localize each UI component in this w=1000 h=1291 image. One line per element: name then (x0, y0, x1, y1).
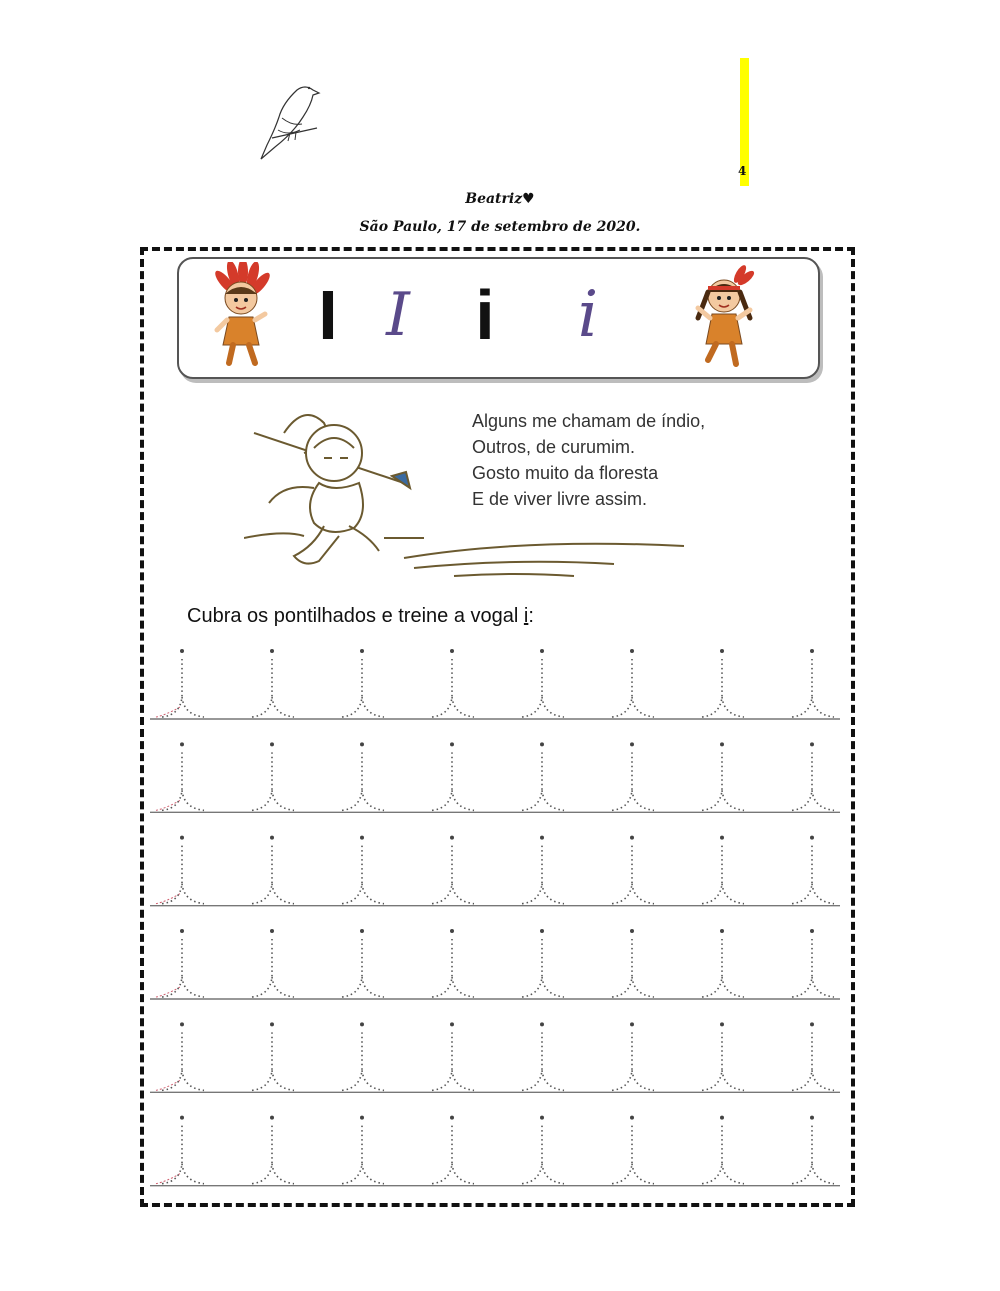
tracing-letter-i (702, 846, 744, 904)
tracing-row (150, 742, 840, 812)
tracing-letter-i (612, 846, 654, 904)
tracing-letter-i (792, 752, 834, 810)
letter-lower-print: i (475, 276, 495, 354)
start-stroke (156, 894, 180, 904)
tracing-dot (450, 742, 454, 746)
poem-line: Alguns me chamam de índio, (472, 411, 706, 431)
tracing-letter-i (522, 939, 564, 997)
tracing-dot (720, 929, 724, 933)
tracing-dot (810, 836, 814, 840)
tracing-row (150, 1022, 840, 1092)
tracing-letter-i (162, 846, 204, 904)
tracing-grid (150, 645, 845, 1205)
tracing-letter-i (792, 1126, 834, 1184)
start-stroke (156, 800, 180, 810)
tracing-dot (810, 742, 814, 746)
instruction-text: Cubra os pontilhados e treine a vogal (187, 605, 524, 627)
tracing-letter-i (792, 659, 834, 717)
tracing-dot (540, 649, 544, 653)
tracing-letter-i (612, 939, 654, 997)
tracing-letter-i (432, 659, 474, 717)
tracing-dot (450, 649, 454, 653)
tracing-dot (180, 649, 184, 653)
tracing-row (150, 1116, 840, 1186)
tracing-dot (270, 1022, 274, 1026)
tracing-dot (180, 742, 184, 746)
tracing-letter-i (432, 752, 474, 810)
tracing-row (150, 929, 840, 999)
tracing-dot (360, 836, 364, 840)
tracing-letter-i (342, 939, 384, 997)
tracing-letter-i (252, 1126, 294, 1184)
tracing-dot (360, 1116, 364, 1120)
tracing-letter-i (702, 1126, 744, 1184)
tracing-letter-i (252, 1032, 294, 1090)
tracing-dot (540, 929, 544, 933)
tracing-letter-i (162, 752, 204, 810)
tracing-letter-i (792, 1032, 834, 1090)
tracing-letter-i (342, 659, 384, 717)
poem (472, 408, 705, 512)
tracing-dot (360, 1022, 364, 1026)
tracing-dot (630, 929, 634, 933)
tracing-letter-i (612, 659, 654, 717)
poem-line: E de viver livre assim. (472, 489, 648, 509)
tracing-dot (720, 1116, 724, 1120)
tracing-dot (360, 649, 364, 653)
tracing-letter-i (792, 846, 834, 904)
tracing-dot (450, 836, 454, 840)
tracing-letter-i (702, 939, 744, 997)
tracing-letter-i (522, 1126, 564, 1184)
tracing-letter-i (612, 1032, 654, 1090)
tracing-dot (180, 1022, 184, 1026)
tracing-letter-i (252, 939, 294, 997)
tracing-letter-i (162, 1126, 204, 1184)
instruction-suffix: : (528, 605, 534, 627)
tracing-letter-i (252, 659, 294, 717)
tracing-dot (540, 742, 544, 746)
tracing-dot (270, 836, 274, 840)
letter-upper-cursive: I (386, 280, 410, 350)
tracing-dot (180, 929, 184, 933)
tracing-dot (360, 742, 364, 746)
date-line: São Paulo, 17 de setembro de 2020. (359, 219, 641, 235)
poem-line: Outros, de curumim. (472, 437, 636, 457)
tracing-dot (450, 929, 454, 933)
tracing-dot (810, 929, 814, 933)
student-name: Beatriz♥ (465, 191, 535, 207)
tracing-dot (630, 836, 634, 840)
tracing-row (150, 836, 840, 906)
tracing-letter-i (792, 939, 834, 997)
indigenous-child-icon (205, 262, 275, 374)
tracing-dot (540, 1116, 544, 1120)
tracing-dot (630, 649, 634, 653)
tracing-letter-i (612, 1126, 654, 1184)
letter-upper-print: I (318, 276, 338, 354)
tracing-letter-i (612, 752, 654, 810)
tracing-letter-i (342, 846, 384, 904)
tracing-dot (630, 1022, 634, 1026)
poem-line: Gosto muito da floresta (472, 463, 659, 483)
tracing-dot (810, 649, 814, 653)
tracing-letter-i (432, 1032, 474, 1090)
tracing-letter-i (522, 752, 564, 810)
tracing-dot (720, 1022, 724, 1026)
tracing-letter-i (342, 752, 384, 810)
page-number: 4 (738, 164, 747, 178)
tracing-dot (630, 742, 634, 746)
tracing-dot (720, 742, 724, 746)
tracing-dot (720, 836, 724, 840)
tracing-letter-i (162, 1032, 204, 1090)
indigenous-child-icon (688, 262, 758, 374)
tracing-letter-i (252, 752, 294, 810)
tracing-letter-i (522, 1032, 564, 1090)
start-stroke (156, 707, 180, 717)
tracing-letter-i (162, 939, 204, 997)
tracing-dot (270, 649, 274, 653)
tracing-letter-i (432, 1126, 474, 1184)
instruction (187, 605, 534, 628)
tracing-dot (180, 1116, 184, 1120)
tracing-letter-i (702, 1032, 744, 1090)
letter-lower-cursive: i (577, 278, 599, 352)
tracing-dot (450, 1116, 454, 1120)
tracing-letter-i (432, 846, 474, 904)
tracing-letter-i (252, 846, 294, 904)
tracing-letter-i (342, 1032, 384, 1090)
tracing-dot (630, 1116, 634, 1120)
tracing-row (150, 649, 840, 719)
tracing-letter-i (702, 659, 744, 717)
tracing-letter-i (162, 659, 204, 717)
tracing-dot (270, 1116, 274, 1120)
tracing-letter-i (702, 752, 744, 810)
tracing-dot (270, 742, 274, 746)
tracing-dot (540, 836, 544, 840)
start-stroke (156, 1174, 180, 1184)
bird-drawing-icon (252, 78, 332, 168)
tracing-dot (270, 929, 274, 933)
tracing-dot (180, 836, 184, 840)
start-stroke (156, 987, 180, 997)
tracing-letter-i (522, 846, 564, 904)
tracing-dot (720, 649, 724, 653)
instruction-letter: i (523, 605, 529, 627)
tracing-letter-i (342, 1126, 384, 1184)
tracing-letter-i (522, 659, 564, 717)
tracing-dot (540, 1022, 544, 1026)
tracing-dot (360, 929, 364, 933)
tracing-dot (810, 1116, 814, 1120)
tracing-dot (450, 1022, 454, 1026)
tracing-letter-i (432, 939, 474, 997)
tracing-dot (810, 1022, 814, 1026)
start-stroke (156, 1080, 180, 1090)
